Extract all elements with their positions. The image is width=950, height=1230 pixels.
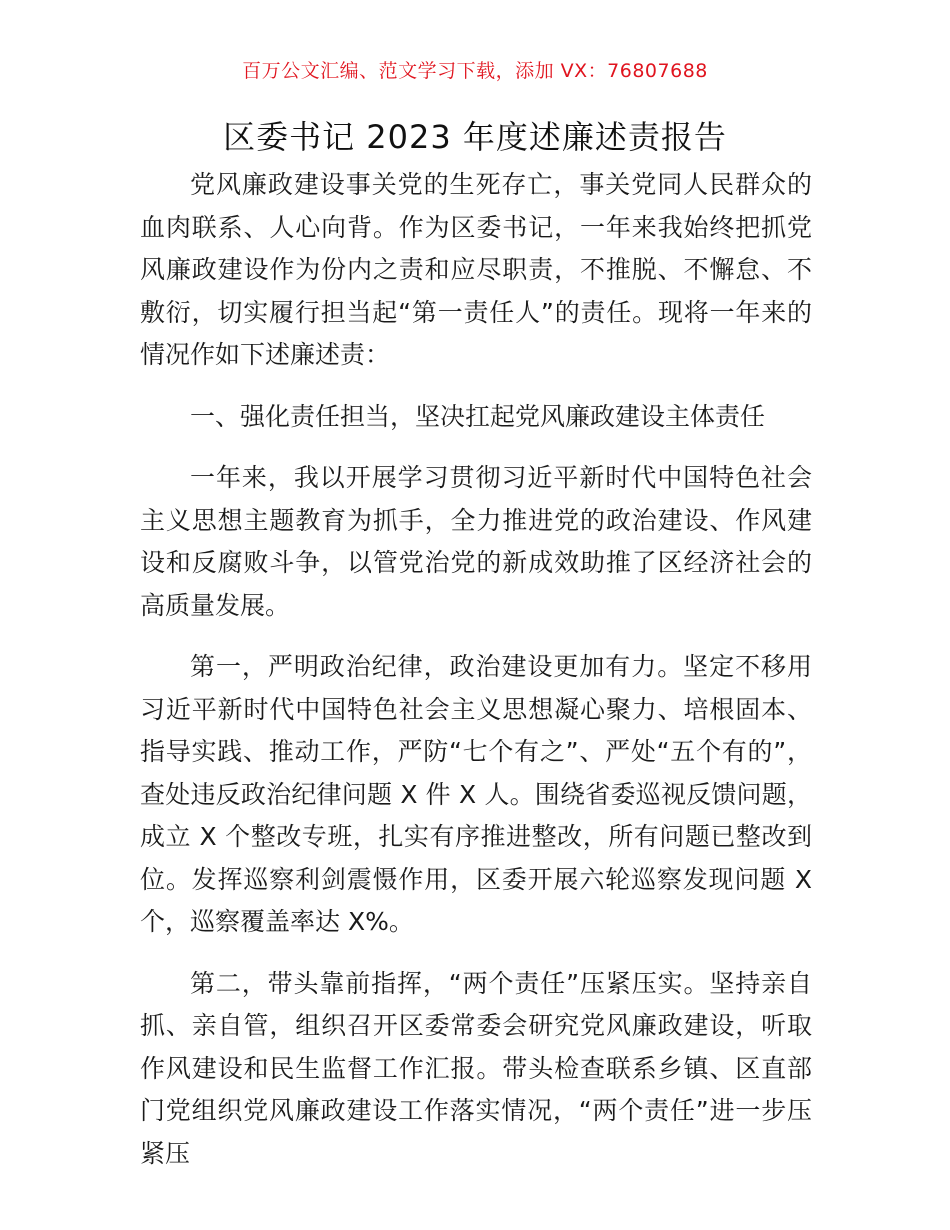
paragraph-point-2: 第二，带头靠前指挥，“两个责任”压紧压实。坚持亲自抓、亲自管，组织召开区委常委会研究党风廉政建设，听取作风建设和民生监督工作汇报。带头检查联系乡镇、区直部门党组织党风廉政建设工作落实情况，“两个责任”进一步压紧压 bbox=[140, 968, 812, 1168]
paragraph-point-1: 第一，严明政治纪律，政治建设更加有力。坚定不移用习近平新时代中国特色社会主义思想凝心聚力、培根固本、指导实践、推动工作，严防“七个有之”、严处“五个有的”，查处违反政治纪律问题 X 件 X 人。围绕省委巡视反馈问题，成立 X 个整改专班，扎实有序推进整改，所有问题已整改到位。发挥巡察利剑震慑作用，区委开展六轮巡察发现问题 X 个，巡察覆盖率达 X%。 bbox=[140, 652, 812, 936]
section-heading-1: 一、强化责任担当，坚决扛起党风廉政建设主体责任 bbox=[190, 401, 766, 431]
paragraph-intro: 党风廉政建设事关党的生死存亡，事关党同人民群众的血肉联系、人心向背。作为区委书记，一年来我始终把抓党风廉政建设作为份内之责和应尽职责，不推脱、不懈怠、不敷衍，切实履行担当起“第一责任人”的责任。现将一年来的情况作如下述廉述责： bbox=[140, 170, 812, 369]
watermark-banner: 百万公文汇编、范文学习下载，添加 VX：76807688 bbox=[242, 60, 708, 82]
document-body bbox=[140, 164, 812, 1175]
document-title: 区委书记 2023 年度述廉述责报告 bbox=[223, 118, 727, 156]
paragraph-section-1-overview: 一年来，我以开展学习贯彻习近平新时代中国特色社会主义思想主题教育为抓手，全力推进党的政治建设、作风建设和反腐败斗争，以管党治党的新成效助推了区经济社会的高质量发展。 bbox=[140, 463, 812, 620]
